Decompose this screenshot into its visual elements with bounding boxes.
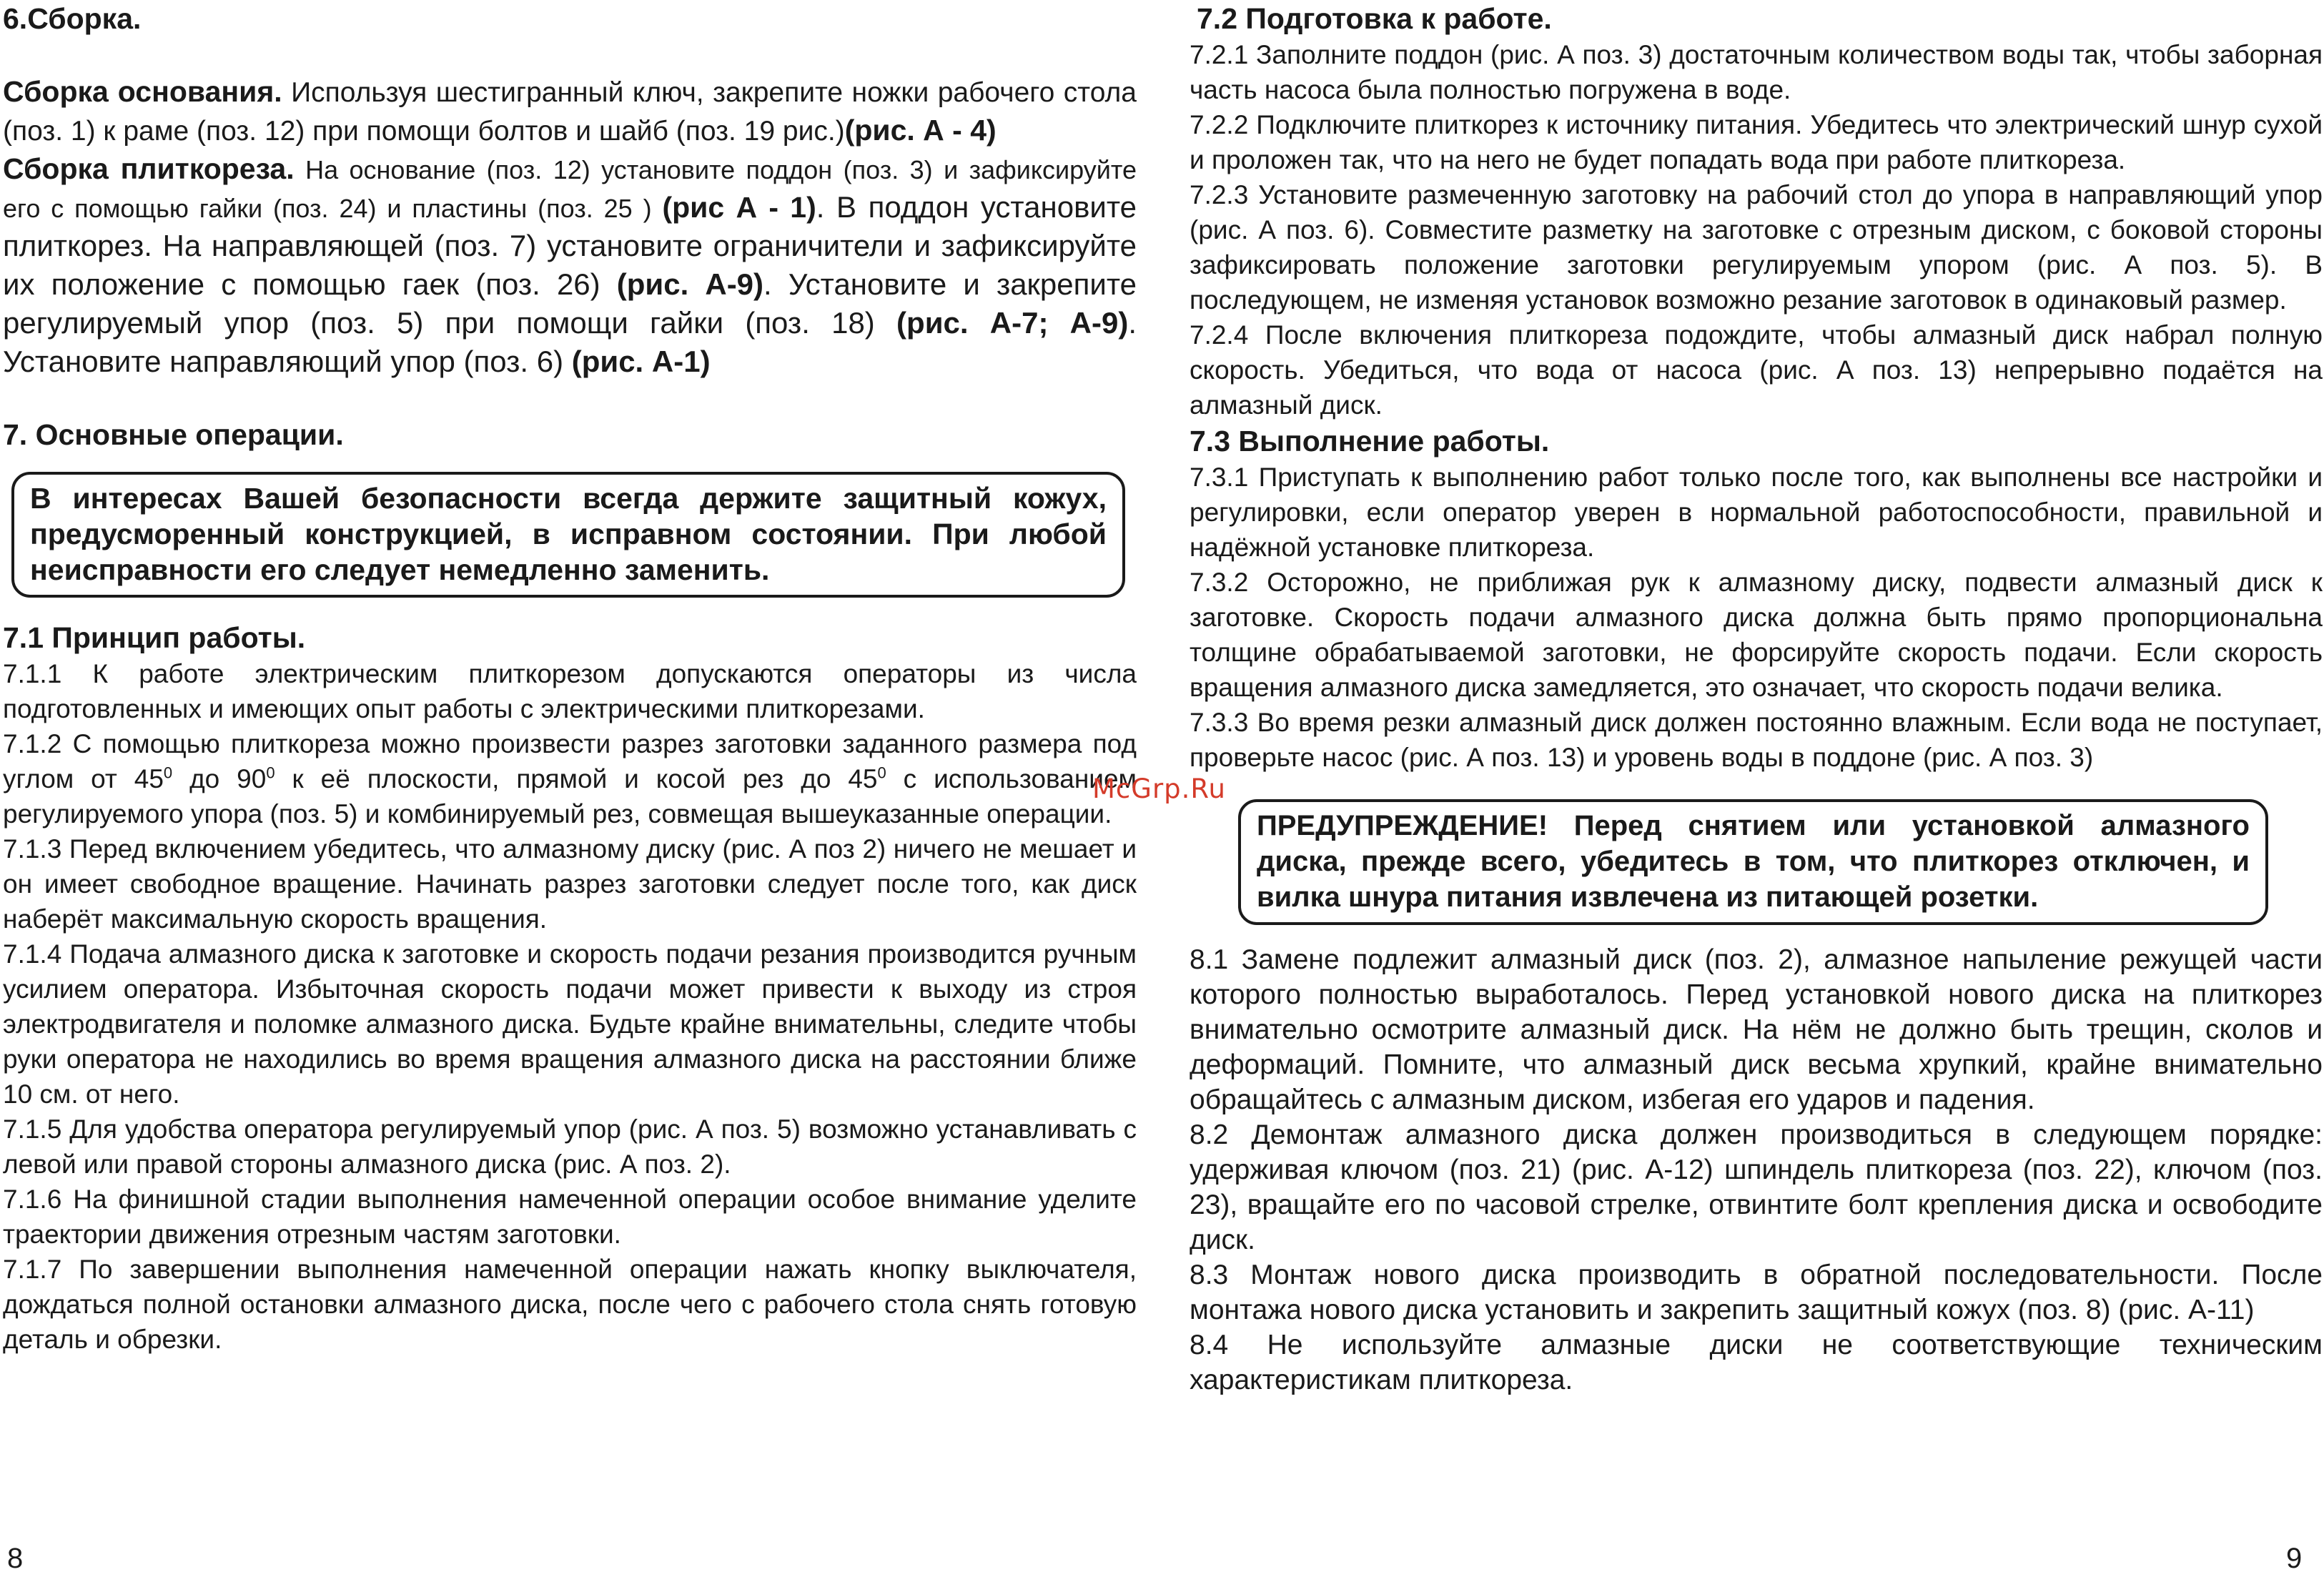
page-number-left: 8 (7, 1543, 24, 1574)
paragraph-7-1-3: 7.1.3 Перед включением убедитесь, что алмазному диску (рис. А поз 2) ничего не мешает и он имеет свободное вращение. Начинать разрез заготовки следует после того, как диск наберёт максимальную скорость вращения. (3, 834, 1137, 934)
paragraph-8-4: 8.4 Не используйте алмазные диски не соответствующие техническим характеристикам плиткореза. (1190, 1330, 2323, 1395)
section-7-2-title: 7.2 Подготовка к работе. (1197, 2, 1552, 35)
cutter-assembly-paragraph: Сборка плиткореза. На основание (поз. 12) установите поддон (поз. 3) и зафиксируйте его с помощью гайки (поз. 24) и пластины (поз. 25 ) (рис А - 1). В поддон установите плиткорез. На направляющей (поз. 7) установите ограничители и зафиксируйте их положение с помощью гаек (поз. 26) (рис. А-9). Установите и закрепите регулируемый упор (поз. 5) при помощи гайки (поз. 18) (рис. А-7; А-9). Установите направляющий упор (поз. 6) (рис. А-1) (3, 152, 1137, 378)
section-7-title: 7. Основные операции. (3, 418, 344, 451)
base-assembly-heading: Сборка основания. (3, 75, 282, 108)
section-6-title: 6.Сборка. (3, 2, 142, 35)
paragraph-7-1-6: 7.1.6 На финишной стадии выполнения намеченной операции особое внимание уделите траектории движения отрезным частям заготовки. (3, 1185, 1137, 1249)
paragraph-8-2: 8.2 Демонтаж алмазного диска должен производиться в следующем порядке: удерживая ключом (поз. 21) (рис. А-12) шпиндель плиткореза (поз. 22), ключом (поз. 23), вращайте его по часовой стрелке, отвинтите болт крепления диска и освободите диск. (1190, 1119, 2323, 1255)
paragraph-7-1-4: 7.1.4 Подача алмазного диска к заготовке и скорость подачи резания производится ручным усилием оператора. Избыточная скорость подачи может привести к выходу из строя электродвигателя и поломке алмазного диска. Будьте крайне внимательны, следите чтобы руки оператора не находились во время вращения алмазного диска на расстоянии ближе 10 см. от него. (3, 939, 1137, 1109)
paragraph-7-3-2: 7.3.2 Осторожно, не приближая рук к алмазному диску, подвести алмазный диск к заготовке. Скорость подачи алмазного диска должна быть прямо пропорциональна толщине обрабатываемой заготовки, не форсируйте скорость подачи. Если скорость вращения алмазного диска замедляется, это означает, что скорость подачи велика. (1190, 568, 2323, 702)
paragraph-7-2-4: 7.2.4 После включения плиткореза подождите, чтобы алмазный диск набрал полную скорость. Убедиться, что вода от насоса (рис. А поз. 13) непрерывно подаётся на алмазный диск. (1190, 320, 2323, 420)
base-assembly-ref: (рис. А - 4) (844, 114, 997, 147)
safety-notice-box: В интересах Вашей безопасности всегда держите защитный кожух, предусморенный конструкцией, в исправном состоянии. При любой неисправности его следует немедленно заменить. (11, 472, 1125, 598)
paragraph-7-2-2: 7.2.2 Подключите плиткорез к источнику питания. Убедитесь что электрический шнур сухой и проложен так, что на него не будет попадать вода при работе плиткореза. (1190, 110, 2323, 174)
base-assembly-paragraph: Сборка основания. Используя шестигранный ключ, закрепите ножки рабочего стола (поз. 1) к раме (поз. 12) при помощи болтов и шайб (поз. 19 рис.)(рис. А - 4) (3, 75, 1137, 147)
paragraph-7-1-2: 7.1.2 С помощью плиткореза можно произвести разрез заготовки заданного размера под углом от $45^0$ до $90^0$ к её плоскости, прямой и косой рез до $45^0$ с использованием регулируемого упора (поз. 5) и комбинируемый рез, совмещая вышеуказанные операции. (3, 729, 1137, 829)
left-page (3, 0, 1137, 1357)
paragraph-7-1-1: 7.1.1 К работе электрическим плиткорезом допускаются операторы из числа подготовленных и имеющих опыт работы с электрическими плиткорезами. (3, 659, 1137, 723)
paragraph-8-1: 8.1 Замене подлежит алмазный диск (поз. 2), алмазное напыление режущей части которого полностью выработалось. Перед установкой нового диска на плиткорез внимательно осмотрите алмазный диск. На нём не должно быть трещин, сколов и деформаций. Помните, что алмазный диск весьма хрупкий, крайне внимательно обращайтесь с алмазным диском, избегая его ударов и падения. (1190, 944, 2323, 1115)
paragraph-7-2-1: 7.2.1 Заполните поддон (рис. А поз. 3) достаточным количеством воды так, чтобы заборная часть насоса была полностью погружена в воде. (1190, 40, 2323, 104)
cutter-assembly-heading: Сборка плиткореза. (3, 152, 295, 185)
warning-box: ПРЕДУПРЕЖДЕНИЕ! Перед снятием или установкой алмазного диска, прежде всего, убедитесь в том, что плиткорез отключен, и вилка шнура питания извлечена из питающей розетки. (1238, 799, 2268, 925)
watermark-text: McGrp.Ru (1092, 773, 1226, 804)
section-7-1-title: 7.1 Принцип работы. (3, 621, 306, 654)
paragraph-7-1-5: 7.1.5 Для удобства оператора регулируемый упор (рис. А поз. 5) возможно устанавливать с левой или правой стороны алмазного диска (рис. А поз. 2). (3, 1114, 1137, 1179)
section-7-3-title: 7.3 Выполнение работы. (1190, 425, 1550, 458)
paragraph-7-2-3: 7.2.3 Установите размеченную заготовку на рабочий стол до упора в направляющий упор (рис. А поз. 6). Совместите разметку на заготовке с отрезным диском, с боковой стороны зафиксировать положение заготовки регулируемым упором (рис. А поз. 5). В последующем, не изменяя установок возможно резание заготовок в одинаковый размер. (1190, 180, 2323, 315)
paragraph-7-1-7: 7.1.7 По завершении выполнения намеченной операции нажать кнопку выключателя, дождаться полной остановки алмазного диска, после чего с рабочего стола снять готовую деталь и обрезки. (3, 1255, 1137, 1354)
paragraph-7-3-3: 7.3.3 Во время резки алмазный диск должен постоянно влажным. Если вода не поступает, проверьте насос (рис. А поз. 13) и уровень воды в поддоне (рис. А поз. 3) (1190, 708, 2323, 772)
page-number-right: 9 (2286, 1543, 2303, 1574)
paragraph-8-3: 8.3 Монтаж нового диска производить в обратной последовательности. После монтажа нового диска установить и закрепить защитный кожух (поз. 8) (рис. А-11) (1190, 1260, 2323, 1325)
paragraph-7-3-1: 7.3.1 Приступать к выполнению работ только после того, как выполнены все настройки и регулировки, если оператор уверен в нормальной работоспособности, правильной и надёжной установке плиткореза. (1190, 463, 2323, 562)
right-page (1190, 0, 2323, 1398)
